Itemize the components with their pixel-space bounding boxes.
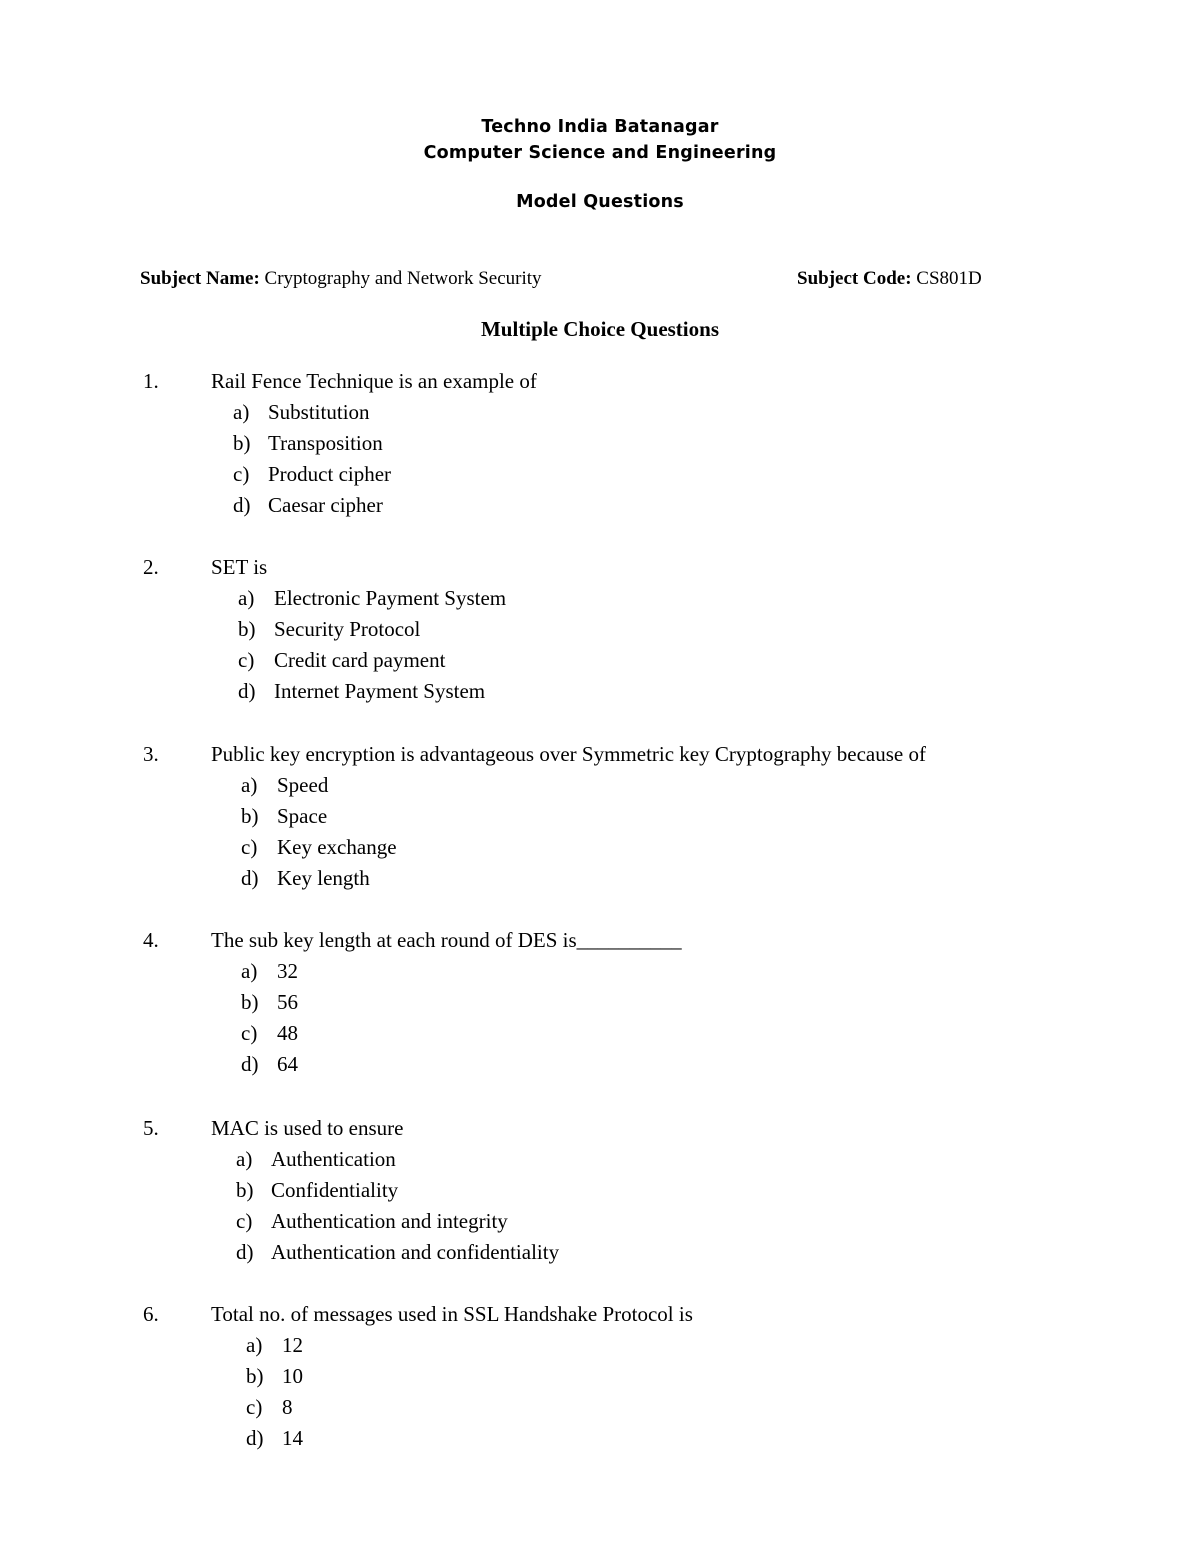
department-name: Computer Science and Engineering [423, 143, 777, 163]
option-letter: a) [241, 959, 258, 983]
option-letter: c) [241, 1021, 258, 1045]
option-letter: b) [241, 804, 259, 828]
question-text: MAC is used to ensure [211, 1116, 404, 1140]
question-text: Rail Fence Technique is an example of [211, 369, 537, 393]
option-text: Authentication [271, 1147, 396, 1171]
question-text: Public key encryption is advantageous over Symmetric key Cryptography because of [211, 742, 926, 766]
option-text: Product cipher [268, 462, 392, 486]
institution-name: Techno India Batanagar [481, 117, 719, 137]
option-text: Speed [277, 773, 329, 797]
option-letter: a) [233, 400, 250, 424]
option-letter: b) [241, 990, 259, 1014]
question-number: 1. [143, 369, 159, 393]
subject-code-line [797, 268, 982, 290]
option-letter: c) [241, 835, 258, 859]
option-letter: d) [238, 679, 256, 703]
question-number: 6. [143, 1302, 159, 1326]
option-text: 12 [282, 1333, 303, 1357]
question-number: 3. [143, 742, 159, 766]
option-text: 10 [282, 1364, 303, 1388]
document-title: Model Questions [516, 192, 684, 212]
option-text: Internet Payment System [274, 679, 486, 703]
question-number: 5. [143, 1116, 159, 1140]
option-text: Key exchange [277, 835, 397, 859]
subject-code-label: Subject Code: [797, 268, 912, 289]
option-text: Authentication and confidentiality [271, 1240, 560, 1264]
question-text: SET is [211, 555, 268, 579]
option-letter: d) [233, 493, 251, 517]
option-letter: c) [246, 1395, 263, 1419]
option-letter: d) [241, 866, 259, 890]
option-letter: a) [236, 1147, 253, 1171]
question-number: 2. [143, 555, 159, 579]
option-text: 14 [282, 1426, 303, 1450]
option-text: 56 [277, 990, 298, 1014]
option-text: 64 [277, 1052, 298, 1076]
option-text: Confidentiality [271, 1178, 399, 1202]
option-letter: a) [241, 773, 258, 797]
option-letter: a) [238, 586, 255, 610]
section-title: Multiple Choice Questions [480, 317, 719, 341]
option-text: Caesar cipher [268, 493, 383, 517]
option-letter: c) [233, 462, 250, 486]
option-text: Authentication and integrity [271, 1209, 508, 1233]
question-text: The sub key length at each round of DES is__________ [211, 928, 682, 952]
subject-name-value: Cryptography and Network Security [264, 268, 542, 289]
option-letter: d) [241, 1052, 259, 1076]
question-number: 4. [143, 928, 159, 952]
option-letter: d) [246, 1426, 264, 1450]
option-letter: b) [238, 617, 256, 641]
option-text: Substitution [268, 400, 370, 424]
option-text: Transposition [268, 431, 383, 455]
option-text: Key length [277, 866, 370, 890]
option-letter: b) [233, 431, 251, 455]
option-text: Space [277, 804, 328, 828]
option-text: 8 [282, 1395, 293, 1419]
option-letter: c) [236, 1209, 253, 1233]
option-text: 32 [277, 959, 298, 983]
option-text: Credit card payment [274, 648, 446, 672]
subject-name-line [140, 268, 542, 290]
question-text: Total no. of messages used in SSL Handshake Protocol is [211, 1302, 693, 1326]
subject-name-label: Subject Name: [140, 268, 260, 289]
option-letter: d) [236, 1240, 254, 1264]
option-letter: b) [236, 1178, 254, 1202]
option-letter: b) [246, 1364, 264, 1388]
option-letter: c) [238, 648, 255, 672]
option-letter: a) [246, 1333, 263, 1357]
option-text: 48 [277, 1021, 298, 1045]
option-text: Electronic Payment System [274, 586, 507, 610]
option-text: Security Protocol [274, 617, 421, 641]
subject-code-value: CS801D [916, 268, 982, 289]
